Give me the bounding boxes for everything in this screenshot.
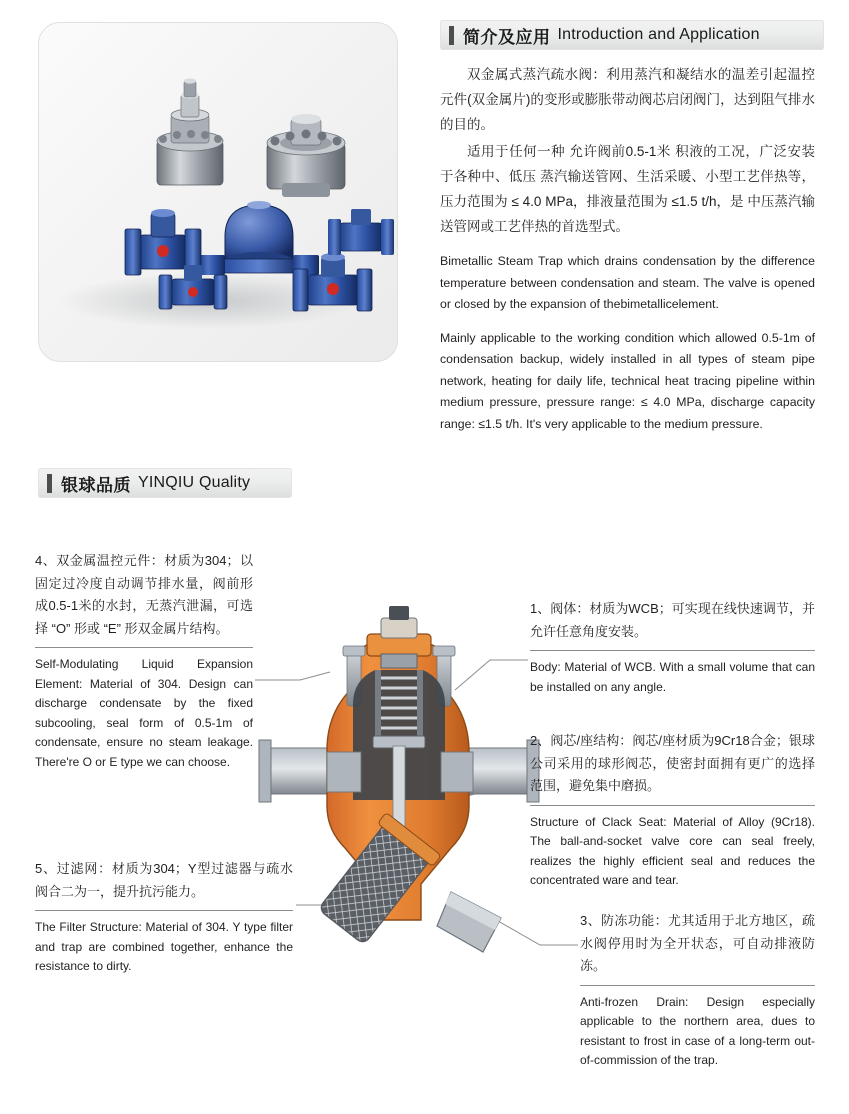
callout-1 <box>530 598 815 697</box>
valve-cutaway-illustration <box>255 600 555 960</box>
callout-3-cn: 3、防冻功能：尤其适用于北方地区，疏水阀停用时为全开状态，可自动排液防冻。 <box>580 913 815 973</box>
callout-divider <box>35 647 253 648</box>
intro-paragraph-cn-2: 适用于任何一种 允许阀前0.5-1米 积液的工况，广泛安装于各种中、低压 蒸汽输送管网、生活采暖、小型工艺伴热等，压力范围为 ≤ 4.0 MPa，排液量范围为 ≤1.5 t/h，是 中压蒸汽输送管网或工艺伴热的首选型式。 <box>440 144 815 234</box>
product-photo-illustration <box>39 23 397 361</box>
product-photo <box>38 22 398 362</box>
callout-divider <box>530 805 815 806</box>
callout-2-cn: 2、阀芯/座结构：阀芯/座材质为9Cr18合金；银球公司采用的球形阀芯，使密封面拥有更广的选择范围，避免集中磨损。 <box>530 733 815 793</box>
section-title-en: YINQIU Quality <box>138 474 251 491</box>
callout-2 <box>530 730 815 891</box>
callout-1-en: Body: Material of WCB. With a small volume that can be installed on any angle. <box>530 660 815 694</box>
callout-4 <box>35 550 253 772</box>
section-header-introduction <box>440 20 824 50</box>
intro-paragraph-en-2: Mainly applicable to the working condition which allowed 0.5-1m of condensation backup, widely installed in all types of steam pipe network, heating for daily life, technical heat tracing pipeline within medium pressure, pressure range: ≤ 4.0 MPa, discharge capacity range: ≤1.5 t/h. It's very applicable to the medium pressure. <box>440 330 815 431</box>
callout-5-cn: 5、过滤网：材质为304；Y型过滤器与疏水阀合二为一，提升抗污能力。 <box>35 861 293 899</box>
accent-bar <box>47 474 52 493</box>
section-title-en: Introduction and Application <box>557 26 760 43</box>
callout-4-en: Self-Modulating Liquid Expansion Element: Material of 304. Design can discharge condensate by the fixed subcooling, seal form of 0.5-1m of condensate, ensure no steam leakage. There're O or E type we can choose. <box>35 657 253 769</box>
callout-5 <box>35 858 293 977</box>
accent-bar <box>449 26 454 45</box>
callout-5-en: The Filter Structure: Material of 304. Y type filter and trap are combined together, enhance the resistance to dirty. <box>35 920 293 973</box>
section-title-cn: 银球品质 <box>61 475 131 495</box>
callout-1-cn: 1、阀体：材质为WCB；可实现在线快速调节，并允许任意角度安装。 <box>530 601 815 639</box>
callout-3 <box>580 910 815 1071</box>
callout-3-en: Anti-frozen Drain: Design especially applicable to the northern area, dues to resistant to frost in case of a long-term out-of-commission of the trap. <box>580 994 815 1067</box>
intro-paragraph-en-1: Bimetallic Steam Trap which drains condensation by the difference temperature between condensation and steam. The valve is opened or closed by the expansion of thebimetallicelement. <box>440 254 815 311</box>
section-title-cn: 简介及应用 <box>463 27 551 47</box>
callout-2-en: Structure of Clack Seat: Material of Alloy (9Cr18). The ball-and-socket valve core can seal freely, realizes the highly efficient seal and reduces the concentrated ware and tear. <box>530 814 815 887</box>
callout-4-cn: 4、双金属温控元件：材质为304；以固定过冷度自动调节排水量，阀前形成0.5-1米的水封，无蒸汽泄漏，可选择 “O” 形或 “E” 形双金属片结构。 <box>35 553 253 636</box>
section-header-quality <box>38 468 292 498</box>
callout-divider <box>580 985 815 986</box>
intro-paragraph-cn-1: 双金属式蒸汽疏水阀：利用蒸汽和凝结水的温差引起温控元件(双金属片)的变形或膨胀带动阀芯启闭阀门，达到阻气排水的目的。 <box>440 67 815 132</box>
callout-divider <box>530 650 815 651</box>
introduction-text-column <box>440 62 815 435</box>
callout-divider <box>35 910 293 911</box>
